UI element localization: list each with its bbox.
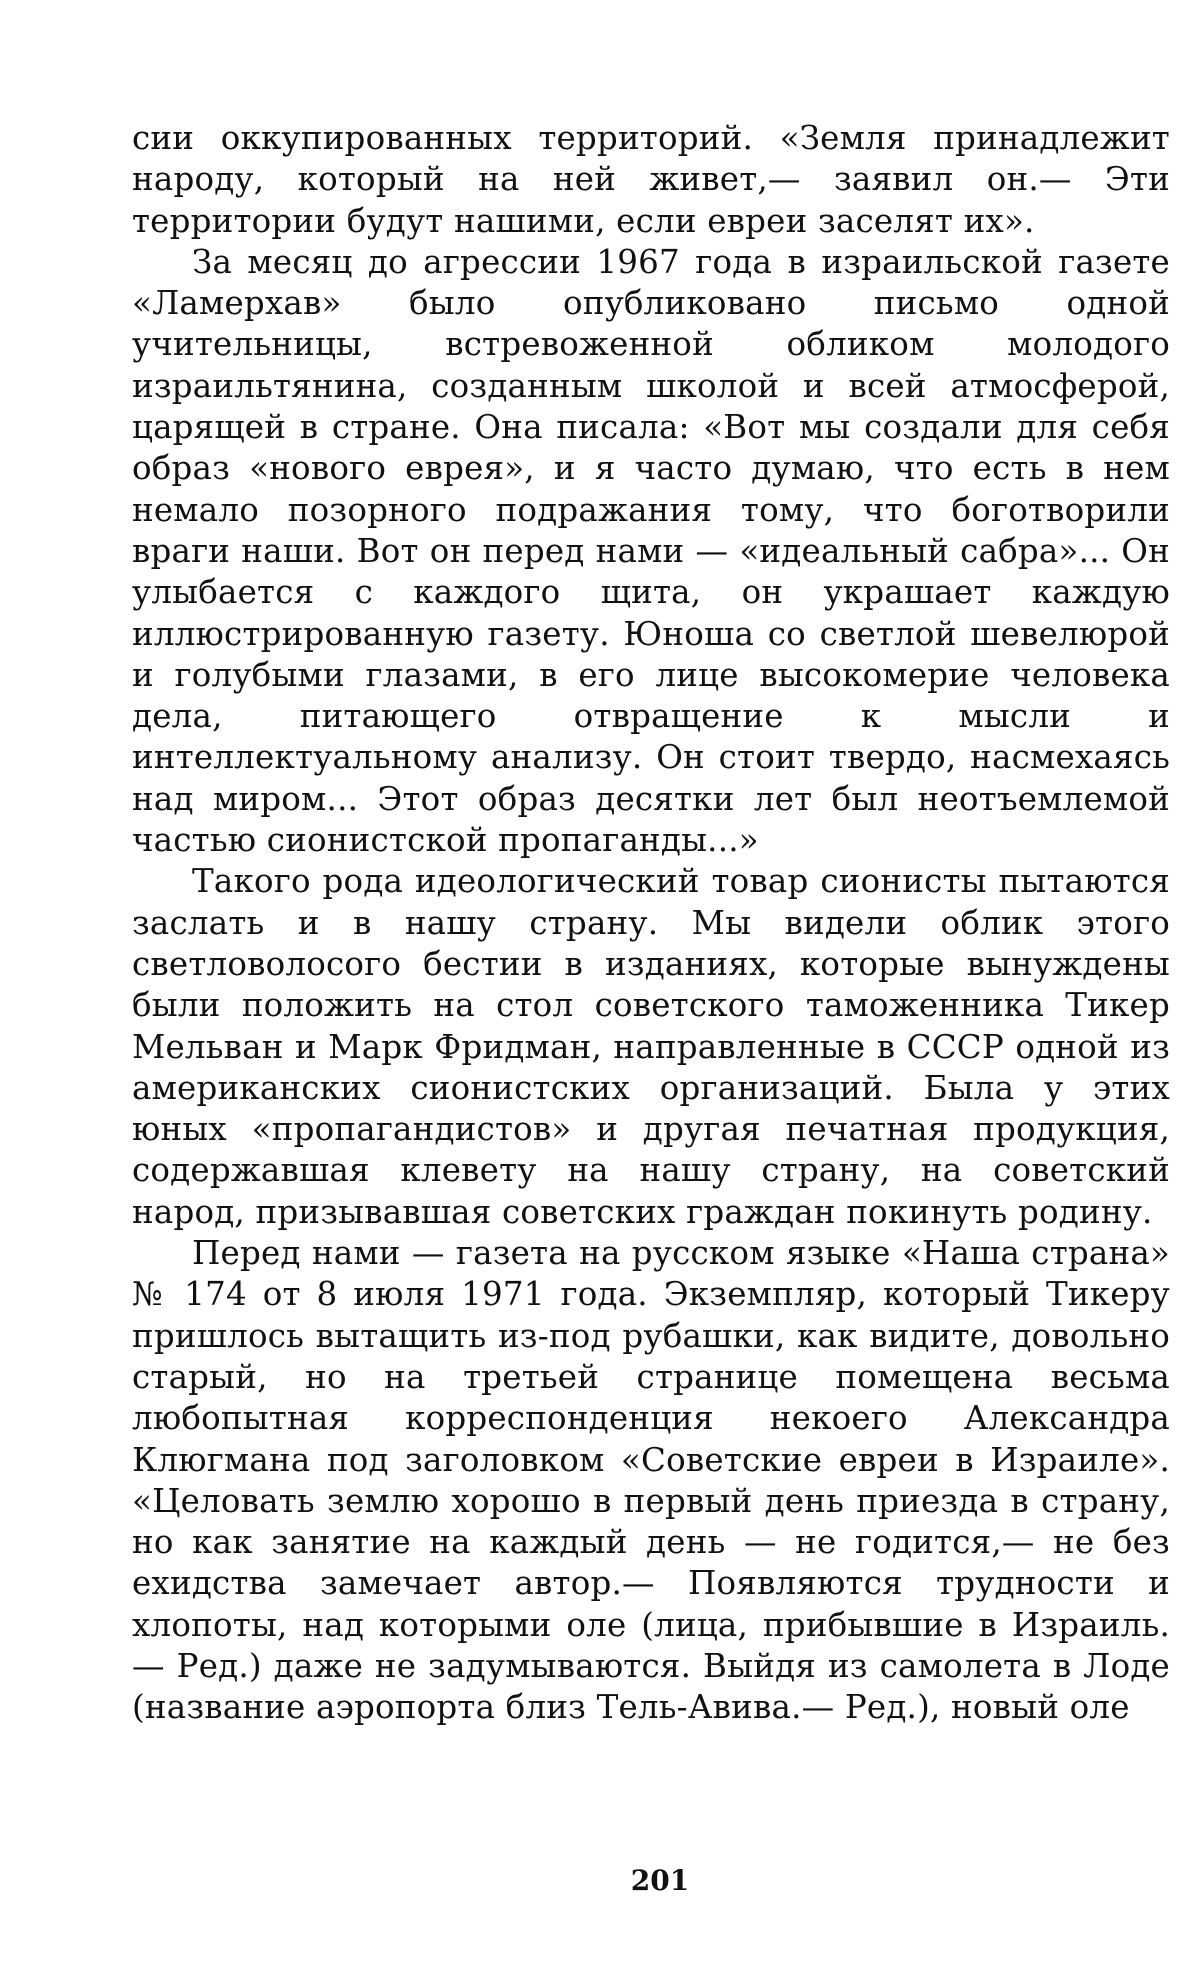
paragraph-3: Такого рода идеологический товар сионисты пытаются заслать и в нашу страну. Мы видели облик этого светловолосого бестии в изданиях, которые вынуждены были положить на стол советского таможенника Тикер Мельван и Марк Фридман, направленные в СССР одной из американских сионистских организаций. Была у этих юных «пропагандистов» и другая печатная продукция, содержавшая клевету на нашу страну, на советский народ, призывавшая советских граждан покинуть родину. (132, 862, 1170, 1231)
paragraph-1: сии оккупированных территорий. «Земля принадлежит народу, который на ней живет,— заявил он.— Эти территории будут нашими, если евреи заселят их». (132, 119, 1170, 240)
paragraph-4: Перед нами — газета на русском языке «Наша страна» № 174 от 8 июля 1971 года. Экземпляр, который Тикеру пришлось вытащить из-под рубашки, как видите, довольно старый, но на третьей странице помещена весьма любопытная корреспонденция некоего Александра Клюгмана под заголовком «Советские евреи в Израиле». «Целовать землю хорошо в первый день приезда в страну, но как занятие на каждый день — не годится,— не без ехидства замечает автор.— Появляются трудности и хлопоты, над которыми оле (лица, прибывшие в Израиль.— Ред.) даже не задумываются. Выйдя из самолета в Лоде (название аэропорта близ Тель-Авива.— Ред.), новый оле (132, 1234, 1170, 1727)
paragraph-2: За месяц до агрессии 1967 года в израильской газете «Ламерхав» было опубликовано письмо одной учительницы, встревоженной обликом молодого израильтянина, созданным школой и всей атмосферой, царящей в стране. Она писала: «Вот мы создали для себя образ «нового еврея», и я часто думаю, что есть в нем немало позорного подражания тому, что боготворили враги наши. Вот он перед нами — «идеальный сабра»... Он улыбается с каждого щита, он украшает каждую иллюстрированную газету. Юноша со светлой шевелюрой и голубыми глазами, в его лице высокомерие человека дела, питающего отвращение к мысли и интеллектуальному анализу. Он стоит твердо, насмехаясь над миром... Этот образ десятки лет был неотъемлемой частью сионистской пропаганды...» (132, 242, 1170, 860)
page-body (132, 118, 1170, 1729)
page-number: 201 (630, 1864, 690, 1897)
